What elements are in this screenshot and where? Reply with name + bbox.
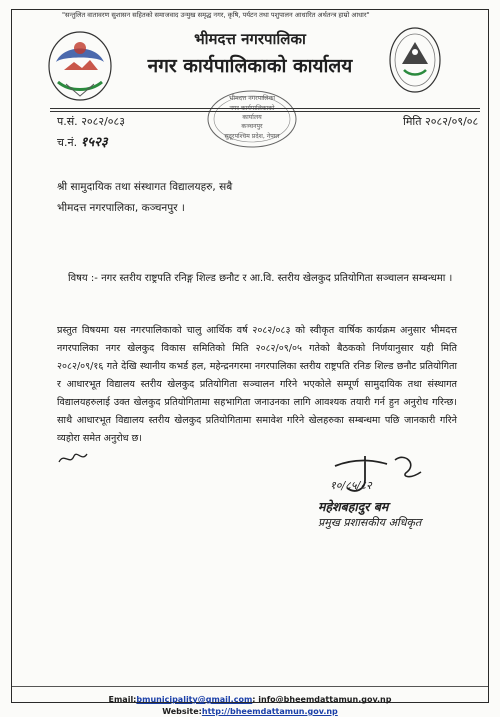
bird-logo-icon — [386, 20, 444, 100]
date-label: मिति — [403, 115, 422, 128]
date-value: २०८२/०९/०८ — [425, 115, 479, 128]
slogan: "सन्तुलित वातावरण सुशासन सहितको समाजवाद उन्मुख समृद्ध नगर, कृषि, पर्यटन तथा पशुपालन आधारित अर्थतन्त्र हाम्रो आधार" — [62, 11, 370, 19]
footer-rule — [12, 686, 488, 687]
signature-scribble — [325, 450, 465, 502]
reference-number — [57, 114, 125, 129]
org-name: भीमदत्त नगरपालिका — [194, 30, 306, 48]
stamp-line: भीमदत्त नगरपालिका — [229, 95, 275, 102]
email-link[interactable]: bmunicipality@gmail.com — [136, 695, 253, 704]
initial-scribble — [56, 448, 90, 468]
website-link[interactable]: http://bheemdattamun.gov.np — [201, 707, 338, 716]
recipient-line: श्री सामुदायिक तथा संस्थागत विद्यालयहरु, सबै — [57, 181, 233, 193]
nepal-emblem-icon — [44, 22, 116, 104]
letter-date — [403, 114, 478, 129]
website-label: Website: — [162, 707, 202, 716]
email-second[interactable]: ; info@bheemdattamun.gov.np — [252, 695, 392, 704]
footer-website — [0, 707, 500, 716]
cha-value: १५२३ — [80, 135, 108, 150]
subject-line: विषय :- नगर स्तरीय राष्ट्रपति रनिङ्ग शिल्ड छनौट र आ.वि. स्तरीय खेलकुद प्रतियोगिता सञ्चालन सम्बन्धमा । — [68, 273, 453, 284]
signature-date: १०/८५/८२ — [330, 479, 372, 492]
footer-email — [0, 695, 500, 704]
header-rule — [50, 111, 480, 112]
stamp-line: कार्यालय — [242, 114, 262, 121]
signatory-title: प्रमुख प्रशासकीय अधिकृत — [318, 516, 422, 529]
stamp-line: सुदूरपश्चिम प्रदेश, नेपाल — [224, 133, 280, 140]
stamp-line: नगर कार्यपालिकाको — [229, 105, 275, 112]
ref-label: प.सं. — [57, 115, 78, 128]
letter-body — [57, 322, 457, 448]
cha-label: च.नं. — [57, 136, 78, 149]
signatory-name: महेशबहादुर बम — [318, 499, 389, 514]
stamp-line: कञ्चनपुर — [241, 123, 263, 130]
office-name: नगर कार्यपालिकाको कार्यालय — [147, 55, 353, 77]
header-rule — [50, 108, 480, 109]
dispatch-number — [57, 132, 108, 150]
body-paragraph: प्रस्तुत विषयमा यस नगरपालिकाको चालु आर्थिक वर्ष २०८२/०८३ को स्वीकृत वार्षिक कार्यक्रम अनुसार भीमदत्त नगरपालिका नगर खेलकुद विकास समितिको मिति २०८२/०९/०५ गतेको बैठकको निर्णयानुसार यही मिति २०८२/०९/१६ गते देखि स्थानीय कभर्ड हल, महेन्द्रनगरमा नगरपालिका स्तरीय राष्ट्रपति रनिङ शिल्ड छनौट प्रतियोगिता र आधारभूत विद्यालय स्तरीय खेलकुद प्रतियोगिता सञ्चालन गरिने भएकोले सम्पूर्ण सामुदायिक तथा संस्थागत विद्यालयहरुलाई उक्त खेलकुद प्रतियोगितामा सहभागिता जनाउनका लागि आवश्यक तयारी गर्न हुन अनुरोध गरिन्छ। साथै आधारभूत विद्यालय स्तरीय खेलकुद प्रतियोगितामा समावेश गरिने खेलहरुका सम्बन्धमा पछि जानकारी गरिने व्यहोरा समेत अनुरोध छ। — [57, 325, 457, 444]
ref-value: २०८२/०८३ — [81, 115, 125, 128]
email-label: Email: — [108, 695, 137, 704]
recipient-line: भीमदत्त नगरपालिका, कञ्चनपुर । — [57, 202, 185, 214]
